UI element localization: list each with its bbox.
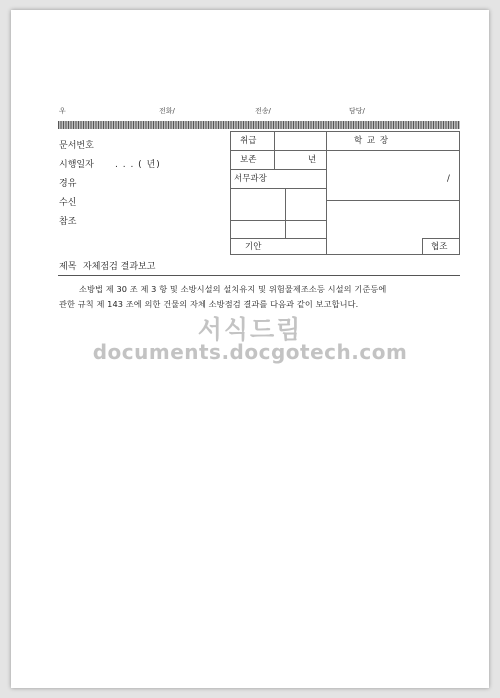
- signature-slash: /: [447, 174, 450, 184]
- admin-head-label: 서무과장: [234, 174, 267, 184]
- approval-table: [230, 131, 460, 255]
- drafter-label: 기안: [245, 242, 262, 252]
- date-placeholder: . . . ( 년): [115, 160, 161, 170]
- recipient-label: 수신: [59, 198, 77, 208]
- subject-label: 제목: [59, 262, 77, 272]
- phone-label: 전화/: [159, 107, 175, 115]
- header-stripe-divider: [58, 121, 460, 129]
- date-label: 시행일자: [59, 160, 94, 170]
- document-page: [11, 10, 489, 688]
- retention-label: 보존: [240, 155, 257, 165]
- handling-label: 취급: [240, 136, 257, 146]
- doc-number-label: 문서번호: [59, 141, 94, 151]
- school-head-label: 학 교 장: [354, 136, 390, 146]
- cooperation-label: 협조: [431, 242, 448, 252]
- fax-label: 전송/: [255, 107, 271, 115]
- retention-year-unit: 년: [308, 155, 317, 165]
- watermark-url: documents.docgotech.com: [92, 340, 408, 364]
- watermark-brand: 서식드림: [197, 315, 303, 344]
- zip-label: 우: [59, 107, 66, 115]
- via-label: 경유: [59, 179, 77, 189]
- subject-text: 자체점검 결과보고: [83, 262, 156, 272]
- body-line-1: 소방법 제 30 조 제 3 항 및 소방시설의 설치유지 및 위험물제조소등 시설의 기준등에: [79, 284, 387, 294]
- subject-divider: [58, 275, 460, 276]
- manager-label: 담당/: [349, 107, 365, 115]
- body-line-2: 관한 규칙 제 143 조에 의한 건물의 자체 소방점검 결과를 다음과 같이 보고합니다.: [59, 299, 359, 309]
- reference-label: 참조: [59, 217, 77, 227]
